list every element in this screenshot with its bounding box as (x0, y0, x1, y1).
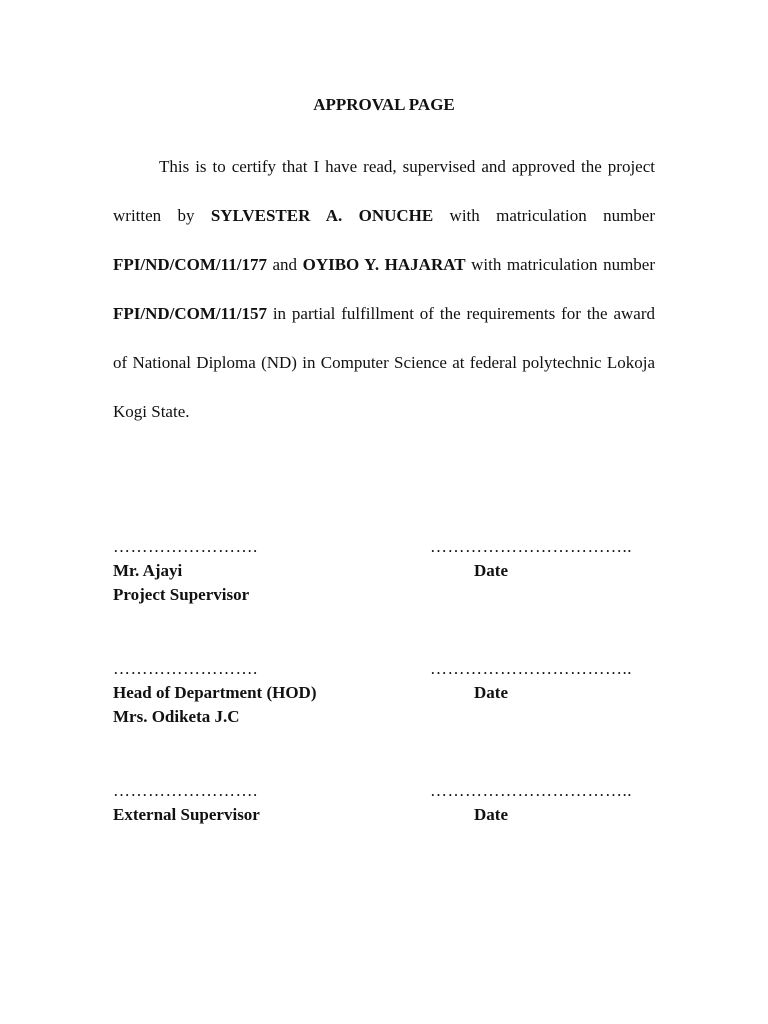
signature-line: ……………………. (113, 537, 258, 556)
signatory-name: Mrs. Odiketa J.C (113, 707, 240, 726)
signatory-title: Head of Department (HOD) (113, 683, 317, 702)
student-name-1: SYLVESTER A. ONUCHE (210, 206, 434, 225)
signatory-role: Project Supervisor (113, 585, 250, 604)
paragraph-text-5: in partial fulfillment of the requirements for the award of National Diploma (ND) in Computer Science at federal polytechnic Lokoja Kogi State. (113, 304, 655, 421)
paragraph-text-1: This is to certify that I have read, supervised and approved the project written by (113, 157, 655, 225)
date-line: …………………………….. (430, 659, 632, 678)
student-name-2: OYIBO Y. HAJARAT (302, 255, 466, 274)
signature-line: ……………………. (113, 781, 258, 800)
date-line: …………………………….. (430, 537, 632, 556)
signature-block-external (113, 779, 655, 827)
page-title: APPROVAL PAGE (313, 95, 455, 114)
paragraph-text-4: with matriculation number (465, 255, 656, 274)
certification-paragraph (113, 142, 655, 436)
signature-block-supervisor (113, 535, 655, 607)
signatory-name: Mr. Ajayi (113, 561, 183, 580)
matric-number-1: FPI/ND/COM/11/177 (113, 255, 267, 274)
matric-number-2: FPI/ND/COM/11/157 (113, 304, 267, 323)
date-line: …………………………….. (430, 781, 632, 800)
date-label: Date (474, 805, 508, 824)
paragraph-text-2: with matriculation number (433, 206, 655, 225)
signature-line: ……………………. (113, 659, 258, 678)
date-label: Date (474, 561, 508, 580)
paragraph-text-3: and (266, 255, 303, 274)
date-label: Date (474, 683, 508, 702)
signatory-role: External Supervisor (113, 805, 260, 824)
signature-block-hod (113, 657, 655, 729)
